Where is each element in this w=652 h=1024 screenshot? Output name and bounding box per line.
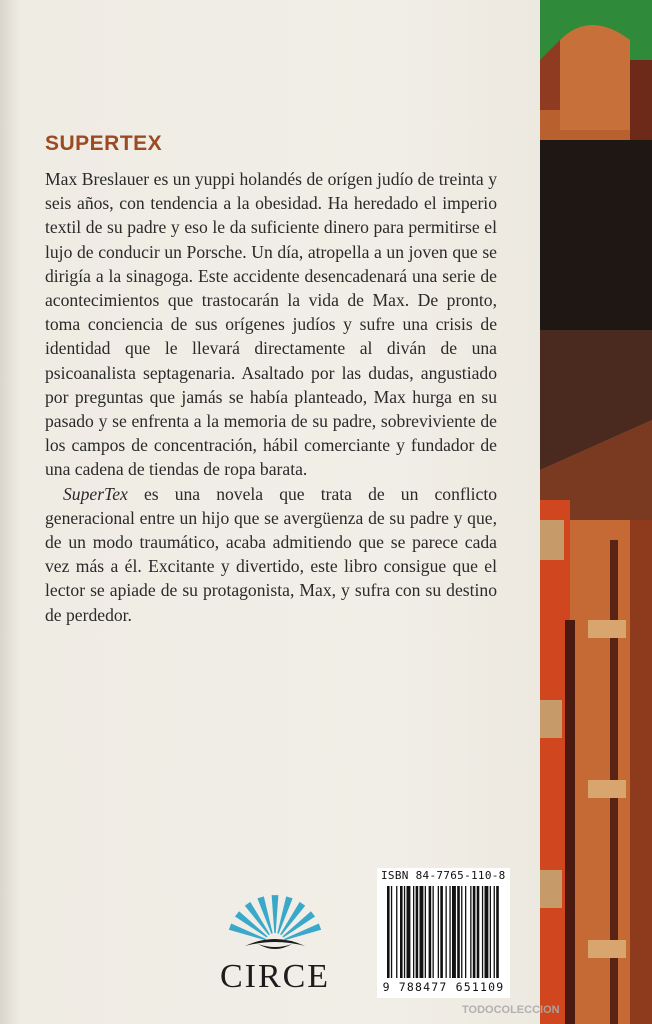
barcode-bars	[377, 868, 510, 998]
blurb-paragraph: Max Breslauer es un yuppi holandés de orígen judío de treinta y seis años, con tendencia a la obesidad. Ha heredado el imperio textil de su padre y eso le da suficiente dinero para permitirse el lujo de conducir un Porsche. Un día, atropella a un joven que se dirigía a la sinagoga. Este accidente desencadenará una serie de acontecimientos que trastocarán la vida de Max. De pronto, toma conciencia de sus orígenes judíos y sufre una crisis de identidad que le llevará directamente al diván de una psicoanalista septagenaria. Asaltado por las dudas, angustiado por preguntas que jamás se había planteado, Max hurga en su pasado y se enfrenta a la memoria de su padre, sobreviviente de los campos de concentración, hábil comerciante y fundador de una cadena de tiendas de ropa barata.	[45, 169, 497, 480]
publisher-name: CIRCE	[219, 958, 331, 995]
barcode-panel	[377, 868, 510, 998]
fan-icon	[200, 888, 350, 958]
blurb-book-title-italic: SuperTex	[63, 483, 128, 504]
publisher-logo	[200, 888, 350, 998]
blurb-closing-text: es una novela que trata de un conflicto generacional entre un hijo que se avergüenza de su padre y que, de un modo traumático, acaba admitiendo que se parece cada vez más a él. Excitante y divertido, este libro consigue que el lector se apiade de su protagonista, Max, y sufra con su destino de perdedor.	[45, 483, 497, 625]
ean-number: 9 788477 651109	[382, 980, 505, 994]
blurb-paragraph-closing	[45, 482, 497, 627]
watermark: TODOCOLECCION	[462, 1004, 560, 1016]
shrink-wrap-edge	[0, 0, 20, 1024]
book-title: SUPERTEX	[45, 132, 163, 155]
isbn-label: ISBN 84-7765-110-8	[381, 869, 506, 882]
blurb	[45, 167, 497, 627]
cover-art-strip	[540, 0, 652, 1024]
